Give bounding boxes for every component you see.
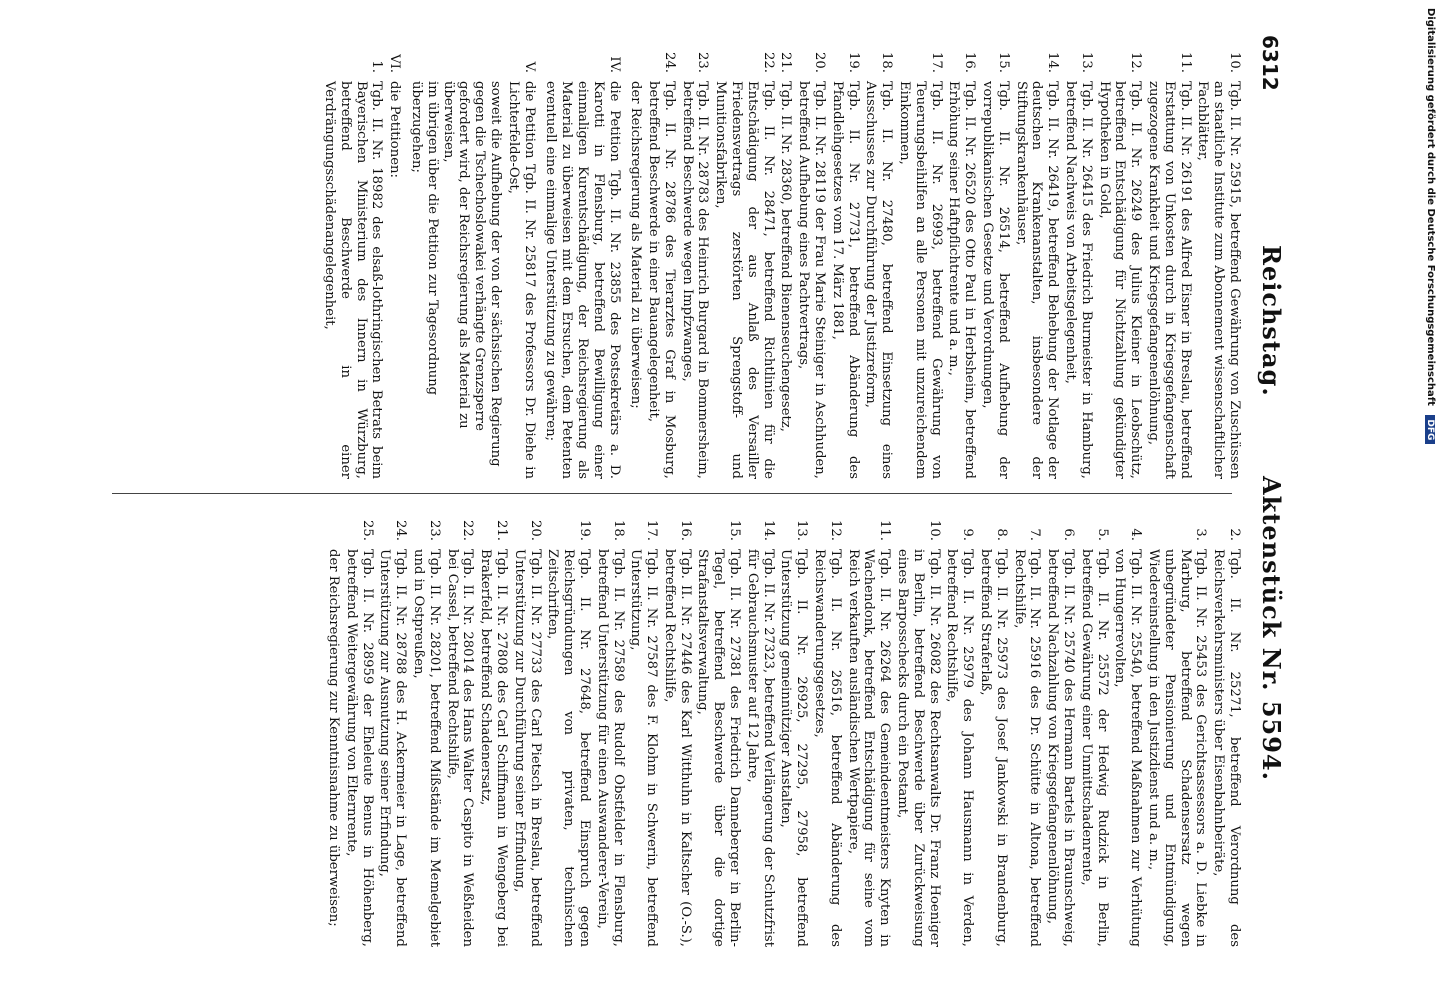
right-entry [744, 507, 776, 947]
entry-number: 13. [1078, 52, 1094, 73]
right-column [92, 507, 1242, 947]
right-entry [410, 507, 442, 947]
entry-number: 18. [879, 52, 895, 73]
left-entry [979, 39, 1011, 479]
section-iv-numeral: IV. [606, 56, 622, 73]
right-entry [778, 507, 810, 947]
entry-number: 8. [993, 528, 1009, 541]
dfg-logo: DFG [1425, 415, 1435, 444]
entry-number: 14. [760, 520, 776, 541]
page-number: 6312 [1258, 35, 1282, 91]
right-entry [894, 507, 941, 947]
page-title [1257, 245, 1286, 851]
entry-number: 9. [960, 528, 976, 541]
section-vi-numeral: VI. [387, 54, 403, 73]
entry-number: 15. [727, 520, 743, 541]
entry-number: 22. [760, 52, 776, 73]
entry-number: 6. [1061, 528, 1077, 541]
right-entry [545, 507, 592, 947]
section-v [505, 39, 537, 479]
entry-text: Tgb. II. Nr. 27589 des Rudolf Obstfelder in Flensburg, betreffend Unterstützung für einen Auswanderer-Verein, [594, 549, 626, 947]
right-entry [1112, 507, 1144, 947]
entry-text: Tgb. II. Nr. 28471, betreffend Richtlinien für die Entschädigung der aus Anlaß des Versailler Friedensvertrags zerstörten Sprengstoff- und Munitionsfabriken, [713, 81, 776, 479]
left-entry [1096, 39, 1143, 479]
right-instruction-end: der Reichsregierung zur Kenntnisnahme zu überweisen; [325, 549, 341, 927]
entry-number: 13. [794, 520, 810, 541]
section-vi-item-1-text: Tgb. II. Nr. 18982 des elsaß-lothringischen Betrats beim Bayerischen Ministerium des Innern in Würzburg, betreffend Beschwerde in einer Verdrängungsschädenangelegenheit, [321, 81, 385, 479]
digitization-sidebar [1422, 8, 1436, 988]
entry-text: Tgb. II. Nr. 25540, betreffend Maßnahmen zur Verhütung von Hungerrevolten, [1112, 549, 1144, 947]
entry-number: 15. [995, 52, 1011, 73]
entry-text: Tgb. II. Nr. 26082 des Rechtsanwalts Dr. Franz Hoeniger in Berlin, betreffend Beschwerde über Zurückweisung eines Barposschecks durch ein Postamt, [895, 549, 942, 947]
section-v-numeral: V. [521, 61, 537, 73]
section-vi-text: die Petitionen: [387, 81, 403, 178]
entry-number: 3. [1193, 528, 1209, 541]
entry-text: Tgb. II. Nr. 26516, betreffend Abänderung des Reichswanderungsgesetzes, [812, 549, 843, 947]
section-v-sub-2: im übrigen über die Petition zur Tagesordnung überzugehen; [408, 81, 440, 396]
section-vi [386, 39, 402, 479]
right-entry [477, 507, 509, 947]
page-header [1250, 25, 1290, 965]
entry-text: Tgb. II. Nr. 26993, betreffend Gewährung von Teuerungsbeihilfen an alle Personen mit unzureichendem Einkommen, [897, 81, 944, 479]
entry-number: 12. [827, 520, 843, 541]
right-entry [695, 507, 742, 947]
entry-text: Tgb. II. Nr. 26191 des Alfred Eisner in Breslau, betreffend Erstattung von Unkosten durch in Kriegsgefangenschaft zugezogene Krankheit und Kriegsgefangenenlöhnung, [1146, 81, 1193, 479]
title-right: Aktenstück Nr. 5594. [1257, 476, 1286, 781]
entry-text: Tgb. II. Nr. 28201, betreffend Mißstände im Memelgebiet und in Ostpreußen, [410, 549, 442, 947]
right-entry [377, 507, 409, 947]
entry-number: 24. [393, 520, 409, 541]
entry-number: 17. [928, 52, 944, 73]
title-left: Reichstag. [1257, 245, 1286, 397]
entry-number: 10. [1227, 52, 1242, 73]
right-entry [343, 507, 375, 947]
entry-number: 10. [926, 520, 942, 541]
entry-number: 19. [845, 52, 861, 73]
entry-text: Tgb. II. Nr. 28360, betreffend Bienenseuchengesetz, [778, 81, 794, 432]
document-page [82, 25, 1312, 965]
left-entry [679, 39, 711, 479]
entry-number: 17. [644, 520, 660, 541]
right-entry [1011, 507, 1043, 947]
section-iv-text: die Petition Tgb. II. Nr. 23855 des Postsekretärs a. D. Karotti in Flensburg, betreffend Bewilligung einer einmaligen Kurentschädigung, der Reichsregierung als Material zu überweisen mit dem Ersuchen, dem Petenten eventuell eine einmalige Unterstützung zu gewähren; [543, 81, 622, 479]
entry-text: Tgb. II. Nr. 25973 des Josef Jankowski in Brandenburg, betreffend Straferlaß, [978, 549, 1009, 947]
right-entry [845, 507, 892, 947]
left-instruction-1: der Reichsregierung als Material zu überweisen; [628, 81, 644, 409]
right-entry [594, 507, 626, 947]
left-entry [863, 39, 895, 479]
entry-number: 2. [1227, 528, 1242, 541]
left-entry [1062, 39, 1094, 479]
right-entry [1078, 507, 1110, 947]
entry-number: 21. [778, 52, 794, 73]
entry-number: 16. [677, 520, 693, 541]
entry-text: Tgb. II. Nr. 25453 des Gerichtsassessors a. D. Liebke in Marburg, betreffend Schadensersatz wegen unbegründeter Pensionierung und Entmündigung, Wiedereinstellung in den Justizdienst und a. m., [1146, 549, 1209, 947]
entry-number: 4. [1128, 528, 1144, 541]
right-entry-list [343, 507, 1242, 947]
entry-text: Tgb. II. Nr. 25916 des Dr. Schütte in Altona, betreffend Rechtshilfe, [1011, 549, 1043, 947]
right-entry [628, 507, 660, 947]
entry-text: Tgb. II. Nr. 27587 des F. Klohm in Schwerin, betreffend Unterstützung, [628, 549, 660, 947]
left-column [92, 39, 1242, 479]
entry-text: Tgb. II. Nr. 25740 des Hermann Bartels in Braunschweig, betreffend Nachzahlung von Kriegsgefangenenlöhnung, [1045, 549, 1077, 947]
entry-text: Tgb. II. Nr. 26925, 27295, 27958, betreffend Unterstützung gemeinnütziger Anstalten, [778, 549, 810, 947]
entry-number: 20. [527, 520, 543, 541]
right-entry [1044, 507, 1076, 947]
entry-text: Tgb. II. Nr. 27731, betreffend Abänderung des Pfandleihgesetzes vom 17. März 1881, [829, 81, 861, 479]
left-entry [1013, 39, 1060, 479]
left-entry [795, 39, 827, 479]
entry-text: Tgb. II. Nr. 25915, betreffend Gewährung von Zuschüssen an staatliche Institute zum Abonnement wissenschaftlicher Fachblätter, [1195, 81, 1242, 479]
entry-text: Tgb. II. Nr. 25271, betreffend Verordnung des Reichsverkehrsministers über Eisenbahnbeiräte, [1211, 549, 1242, 947]
entry-text: Tgb. II. Nr. 26415 des Friedrich Burmeister in Hamburg, betreffend Nachweis von Arbeitsgelegenheit, [1063, 81, 1094, 479]
entry-text: Tgb. II. Nr. 25979 des Johann Hausmann in Verden, betreffend Rechtshilfe, [944, 549, 976, 947]
right-entry [1145, 507, 1208, 947]
left-entry [1145, 39, 1192, 479]
entry-text: Tgb. II. Nr. 27381 des Friedrich Danneberger in Berlin-Tegel, betreffend Beschwerde über die dortige Strafanstaltsverwaltung, [695, 549, 743, 947]
left-entry [645, 39, 677, 479]
left-entry [896, 39, 943, 479]
entry-number: 25. [359, 520, 375, 541]
section-v-sub-1: soweit die Aufhebung der von der sächsischen Regierung gegen die Tschechoslowakei verhängte Grenzsperre gefordert wird, der Reichsregierung als Material zu überweisen, [440, 81, 503, 467]
entry-text: Tgb. II. Nr. 26249 des Julius Kleiner in Leobschütz, betreffend Entschädigung für Nichtzahlung gekündigter Hypotheken in Gold, [1096, 81, 1144, 479]
entry-number: 23. [426, 520, 442, 541]
entry-text: Tgb. II. Nr. 28014 des Hans Walter Caspito in Weßheiden bei Cassel, betreffend Rechtshilfe, [444, 549, 476, 947]
entry-text: Tgb. II. Nr. 27733 des Carl Pietsch in Breslau, betreffend Unterstützung zur Durchführung seiner Erfindung, [511, 549, 543, 947]
entry-number: 18. [610, 520, 626, 541]
entry-number: 21. [493, 520, 509, 541]
left-entry-list [645, 39, 1242, 479]
entry-number: 20. [812, 52, 828, 73]
section-vi-item-1: 1. Tgb. II. Nr. 18982 des elsaß-lothringischen Betrats beim Bayerischen Ministerium des Innern in Würzburg, betreffend Beschwerde in einer Verdrängungsschädenangelegenheit, [321, 60, 385, 479]
entry-text: Tgb. II. Nr. 26514, betreffend Aufhebung der vorrepublikanischen Gesetze und Verordnungen, [980, 81, 1011, 479]
right-entry [1210, 507, 1242, 947]
digitization-note: Digitalisierung gefördert durch die Deutsche Forschungsgemeinschaft [1425, 8, 1436, 406]
column-divider [112, 493, 1232, 494]
right-entry [444, 507, 476, 947]
right-entry [661, 507, 693, 947]
entry-number: 16. [962, 52, 978, 73]
entry-text: Tgb. II. Nr. 28119 der Frau Marie Steiniger in Aschhuden, betreffend Aufhebung eines Pachtvertrags, [796, 81, 828, 479]
section-v-text: die Petition Tgb. II. Nr. 25817 des Professors Dr. Diehe in Lichterfelde-Ost, [505, 81, 537, 479]
entry-text: Tgb. II. Nr. 28786 des Tierarztes Graf in Mosburg, betreffend Beschwerde in einer Bauangelegenheit, [646, 81, 677, 479]
entry-number: 19. [576, 520, 592, 541]
entry-text: Tgb. II. Nr. 25572 der Hedwig Rudzick in Berlin, betreffend Gewährung einer Unmittschadenrente, [1078, 549, 1110, 947]
left-entry [829, 39, 861, 479]
right-entry [944, 507, 976, 947]
entry-text: Tgb. II. Nr. 28783 des Heinrich Burgard in Bommersheim, betreffend Beschwerde wegen Impfzwanges, [679, 81, 711, 479]
entry-number: 14. [1045, 52, 1061, 73]
entry-text: Tgb. II. Nr. 28788 des H. Ackermeier in Lage, betreffend Unterstützung zur Ausnutzung seiner Erfindung, [377, 549, 409, 947]
right-entry [511, 507, 543, 947]
entry-number: 11. [1177, 52, 1193, 73]
entry-number: 12. [1128, 52, 1144, 73]
entry-text: Tgb. II. Nr. 27480, betreffend Einsetzung eines Ausschusses zur Durchführung der Justizreform, [863, 81, 895, 479]
entry-number: 5. [1094, 528, 1110, 541]
entry-text: Tgb. II. Nr. 27446 des Karl Witthuhn in Kaltscher (O.-S.), betreffend Rechtshilfe, [661, 549, 693, 947]
entry-text: Tgb. II. Nr. 27808 des Carl Schiffmann in Wengeberg bei Brakerfeld, betreffend Schadenersatz, [478, 549, 509, 947]
entry-text: Tgb. II. Nr. 27648, betreffend Einspruch gegen Reichsgründungen von privaten, technischen Zeitschriften, [545, 549, 592, 947]
right-entry [811, 507, 843, 947]
left-entry [1195, 39, 1242, 479]
entry-text: Tgb. II. Nr. 27323, betreffend Verlängerung der Schutzfrist für Gebrauchsmuster auf 12 Jahre, [744, 549, 776, 947]
entry-text: Tgb. II. Nr. 26419, betreffend Behebung der Notlage der deutschen Krankenanstalten, insbesondere der Stiftungskrankenhäuser, [1013, 81, 1061, 479]
left-entry [946, 39, 978, 479]
entry-text: Tgb. II. Nr. 28959 der Eheleute Benus in Höhenberg, betreffend Weitergewährung von Elternrente, [343, 549, 375, 947]
left-entry [713, 39, 776, 479]
right-entry [977, 507, 1009, 947]
entry-text: Tgb. II. Nr. 26520 des Otto Paul in Herbsheim, betreffend Erhöhung seiner Haftpflichtrente und a. m., [946, 81, 978, 479]
entry-number: 22. [460, 520, 476, 541]
section-iv [543, 39, 622, 479]
entry-number: 11. [877, 520, 893, 541]
entry-number: 23. [695, 52, 711, 73]
entry-number: 24. [661, 52, 677, 73]
left-entry [778, 39, 794, 479]
entry-number: 7. [1027, 528, 1043, 541]
entry-text: Tgb. II. Nr. 26264 des Gemeindeentmeisters Knyten in Wachendonk, betreffend Entschädigung für seine vom Reich verkauften ausländischen Wertpapiere, [845, 549, 893, 947]
